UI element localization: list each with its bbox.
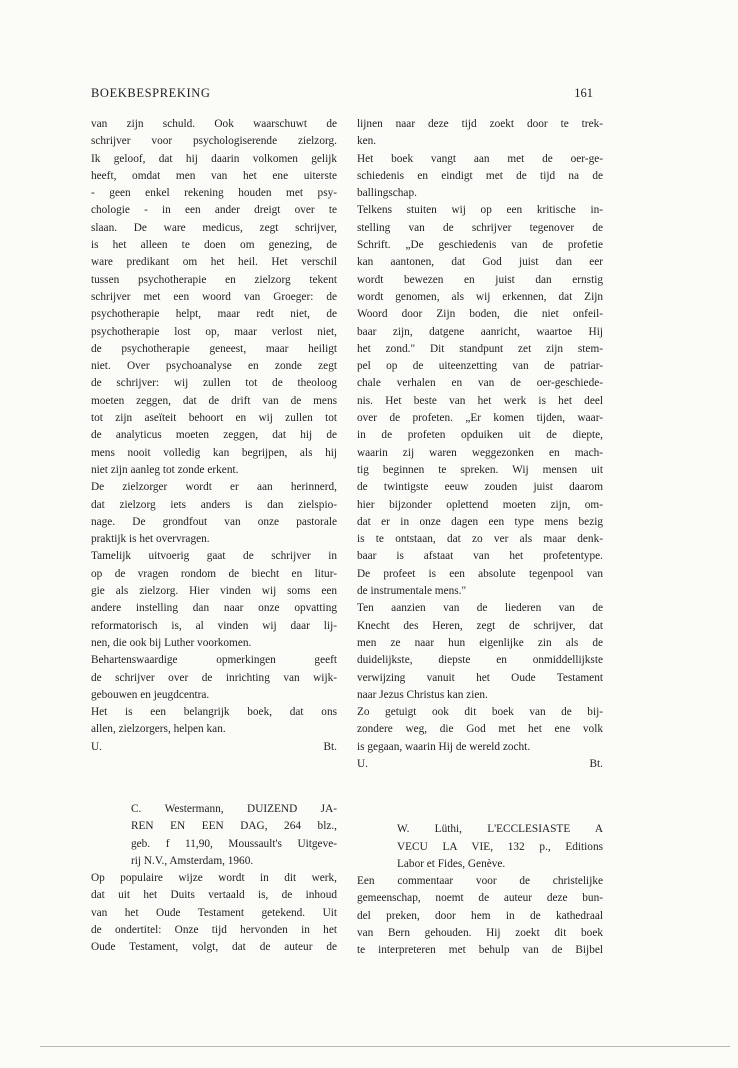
section-gap (91, 756, 337, 801)
scan-edge-rule (40, 1046, 730, 1047)
citation-line: Labor et Fides, Genève. (397, 857, 506, 870)
text-line: tussen psychotherapie en zielzorg tekent (91, 273, 337, 286)
text-line: de twintigste eeuw zouden juist daarom (357, 481, 603, 494)
text-line: allen, zielzorgers, helpen kan. (91, 723, 226, 736)
text-line: Oude Testament, volgt, dat de auteur de (91, 941, 337, 954)
text-line: moeten zeggen, dat de drift van de mens (91, 394, 337, 407)
text-line: Telkens stuiten wij op een kritische in- (357, 204, 603, 217)
reviewer-signature (357, 756, 603, 773)
page-header (91, 86, 593, 106)
section-gap (357, 773, 603, 821)
text-line: naar Jezus Christus kan zien. (357, 688, 488, 701)
text-line: dat uit het Duits vertaald is, de inhoud (91, 889, 337, 902)
left-column (91, 116, 337, 957)
text-line: - geen enkel rekening houden met psy- (91, 187, 337, 200)
text-line: Het boek vangt aan met de oer-ge- (357, 152, 603, 165)
text-line: ware predikant om het heil. Het verschil (91, 256, 337, 269)
text-line: de instrumentale mens." (357, 585, 467, 598)
reviewer-signature (91, 739, 337, 756)
text-line: heeft, omdat men van het ene uiterste (91, 169, 337, 182)
running-head: BOEKBESPREKING (91, 86, 211, 100)
text-line: wordt genomen, als wij erkennen, dat Zijn (357, 290, 603, 303)
text-line: nage. De grondfout van onze pastorale (91, 515, 337, 528)
text-line: Woord door Zijn boden, die niet onfeil- (357, 308, 603, 321)
text-line: het zond." Dit standpunt zet zijn stem- (357, 342, 603, 355)
text-line: Op populaire wijze wordt in dit werk, (91, 872, 337, 885)
text-line: Tamelijk uitvoerig gaat de schrijver in (91, 550, 337, 563)
text-line: mens nooit volledig kan begrijpen, als hij (91, 446, 337, 459)
text-line: chale verhalen en van de oer-geschiede- (357, 377, 603, 390)
text-line: gemeenschap, noemt de auteur deze bun- (357, 892, 603, 905)
text-line: chologie - in een ander dreigt over te (91, 204, 337, 217)
text-line: over de profeten. „Er komen tijden, waar- (357, 412, 603, 425)
citation-line: C. Westermann, DUIZEND JA- (131, 802, 337, 815)
text-line: lijnen naar deze tijd zoekt door te trek- (357, 118, 603, 130)
text-line: Behartenswaardige opmerkingen geeft (91, 654, 337, 667)
text-line: de ondertitel: Onze tijd hervonden in het (91, 924, 337, 937)
text-line: schrijver met een woord van Groeger: de (91, 290, 337, 303)
text-line: De profeet is een absolute tegenpool van (357, 567, 603, 580)
text-line: psychotherapie helpt, maar redt niet, de (91, 308, 337, 321)
citation-line: W. Lüthi, L'ECCLESIASTE A (397, 823, 603, 836)
text-line: waarin zij waren weggezonken en mach- (357, 446, 603, 459)
text-line: wordt bewezen en juist dan ernstig (357, 273, 603, 286)
text-line: gie als zielzorg. Hier vinden wij soms een (91, 585, 337, 598)
text-line: op de vragen rondom de biecht en litur- (91, 567, 337, 580)
text-line: is gegaan, waarin Hij de wereld zocht. (357, 740, 531, 753)
text-line: Schrift. „De geschiedenis van de profetie (357, 239, 603, 252)
text-line: nis. Het beste van het werk is het deel (357, 394, 603, 407)
text-line: ken. (357, 135, 377, 148)
text-line: de schrijver: wij zullen tot de theoloog (91, 377, 337, 390)
page-number: 161 (574, 86, 593, 100)
text-line: hier bijzonder oplettend moeten zijn, om- (357, 498, 603, 511)
text-line: del preken, door hem in de kathedraal (357, 909, 603, 922)
text-line: kan aantonen, dat God juist dan eer (357, 256, 603, 269)
signature-initial: Bt. (323, 740, 337, 753)
signature-initial: Bt. (589, 757, 603, 770)
text-line: Zo getuigt ook dit boek van de bij- (357, 706, 603, 719)
text-line: niet zijn aanleg tot zonde erkent. (91, 463, 239, 476)
text-line: nen, die ook bij Luther voorkomen. (91, 636, 252, 649)
text-line: pel op de uiteenzetting van de patriar- (357, 360, 603, 373)
text-line: verwijzing vanuit het Oude Testament (357, 671, 603, 684)
text-line: duidelijkste, diepste en onmiddellijkste (357, 654, 603, 667)
text-line: stelling van de schrijver tegenover de (357, 221, 603, 234)
citation-line: VECU LA VIE, 132 p., Editions (397, 840, 603, 853)
text-line: Ten aanzien van de liederen van de (357, 602, 603, 615)
review-text (357, 873, 603, 959)
text-line: te interpreteren met behulp van de Bijbel (357, 944, 603, 957)
text-line: in de profeten opduiken uit de diepte, (357, 429, 603, 442)
text-line: schrijver voor psychologiserende zielzorg. (91, 135, 337, 148)
text-line: Een commentaar voor de christelijke (357, 875, 603, 888)
review-text (91, 870, 337, 956)
text-line: baar is afstaat van het profetentype. (357, 550, 603, 563)
text-line: zondere weg, die God met het ene volk (357, 723, 603, 736)
book-citation (91, 801, 337, 870)
text-line: dat zielzorg iets anders is dan zielspio- (91, 498, 337, 511)
text-line: de analyticus moeten zeggen, dat hij de (91, 429, 337, 442)
text-line: schiedenis en eindigt met de tijd na de (357, 169, 603, 182)
right-review-text (357, 116, 603, 773)
left-review-text (91, 116, 337, 756)
citation-line: rij N.V., Amsterdam, 1960. (131, 854, 254, 867)
text-line: is te ontstaan, dat zo ver als maar denk- (357, 533, 603, 546)
right-column (357, 116, 603, 960)
text-line: slaan. De ware medicus, zegt schrijver, (91, 221, 337, 234)
text-line: Ik geloof, dat hij daarin volkomen gelijk (91, 152, 337, 165)
text-line: Het is een belangrijk boek, dat ons (91, 706, 337, 719)
text-line: reformatorisch is, al vinden wij daar lij- (91, 619, 337, 632)
text-line: dat er in onze dagen een type mens bezig (357, 515, 603, 528)
signature-initial: U. (91, 740, 102, 753)
text-line: van zijn schuld. Ook waarschuwt de (91, 118, 337, 130)
signature-initial: U. (357, 757, 368, 770)
text-line: andere instelling dan naar onze opvatting (91, 602, 337, 615)
text-line: ballingschap. (357, 187, 417, 200)
text-line: gebouwen en jeugdcentra. (91, 688, 210, 701)
text-line: tot zijn aseïteit behoort en wij zullen tot (91, 412, 337, 425)
text-line: de psychotherapie geneest, maar heiligt (91, 342, 337, 355)
citation-line: geb. f 11,90, Moussault's Uitgeve- (131, 837, 337, 850)
text-line: de schrijver over de inrichting van wijk- (91, 671, 337, 684)
text-line: is het alleen te doen om genezing, de (91, 239, 337, 252)
text-line: men ze naar hun eigenlijke zin als de (357, 636, 603, 649)
citation-line: REN EN EEN DAG, 264 blz., (131, 820, 337, 833)
text-line: niet. Over psychoanalyse en zonde zegt (91, 360, 337, 373)
text-line: praktijk is het overvragen. (91, 533, 210, 546)
book-citation (357, 821, 603, 873)
text-line: De zielzorger wordt er aan herinnerd, (91, 481, 337, 494)
text-line: Knecht des Heren, zegt de schrijver, dat (357, 619, 603, 632)
text-line: van Bern gehouden. Hij zoekt dit boek (357, 927, 603, 940)
text-line: tig beginnen te spreken. Wij mensen uit (357, 463, 603, 476)
text-line: baar zijn, datgene aanricht, waartoe Hij (357, 325, 603, 338)
text-line: van het Oude Testament getekend. Uit (91, 906, 337, 919)
text-line: psychotherapie lost op, maar verlost niet, (91, 325, 337, 338)
